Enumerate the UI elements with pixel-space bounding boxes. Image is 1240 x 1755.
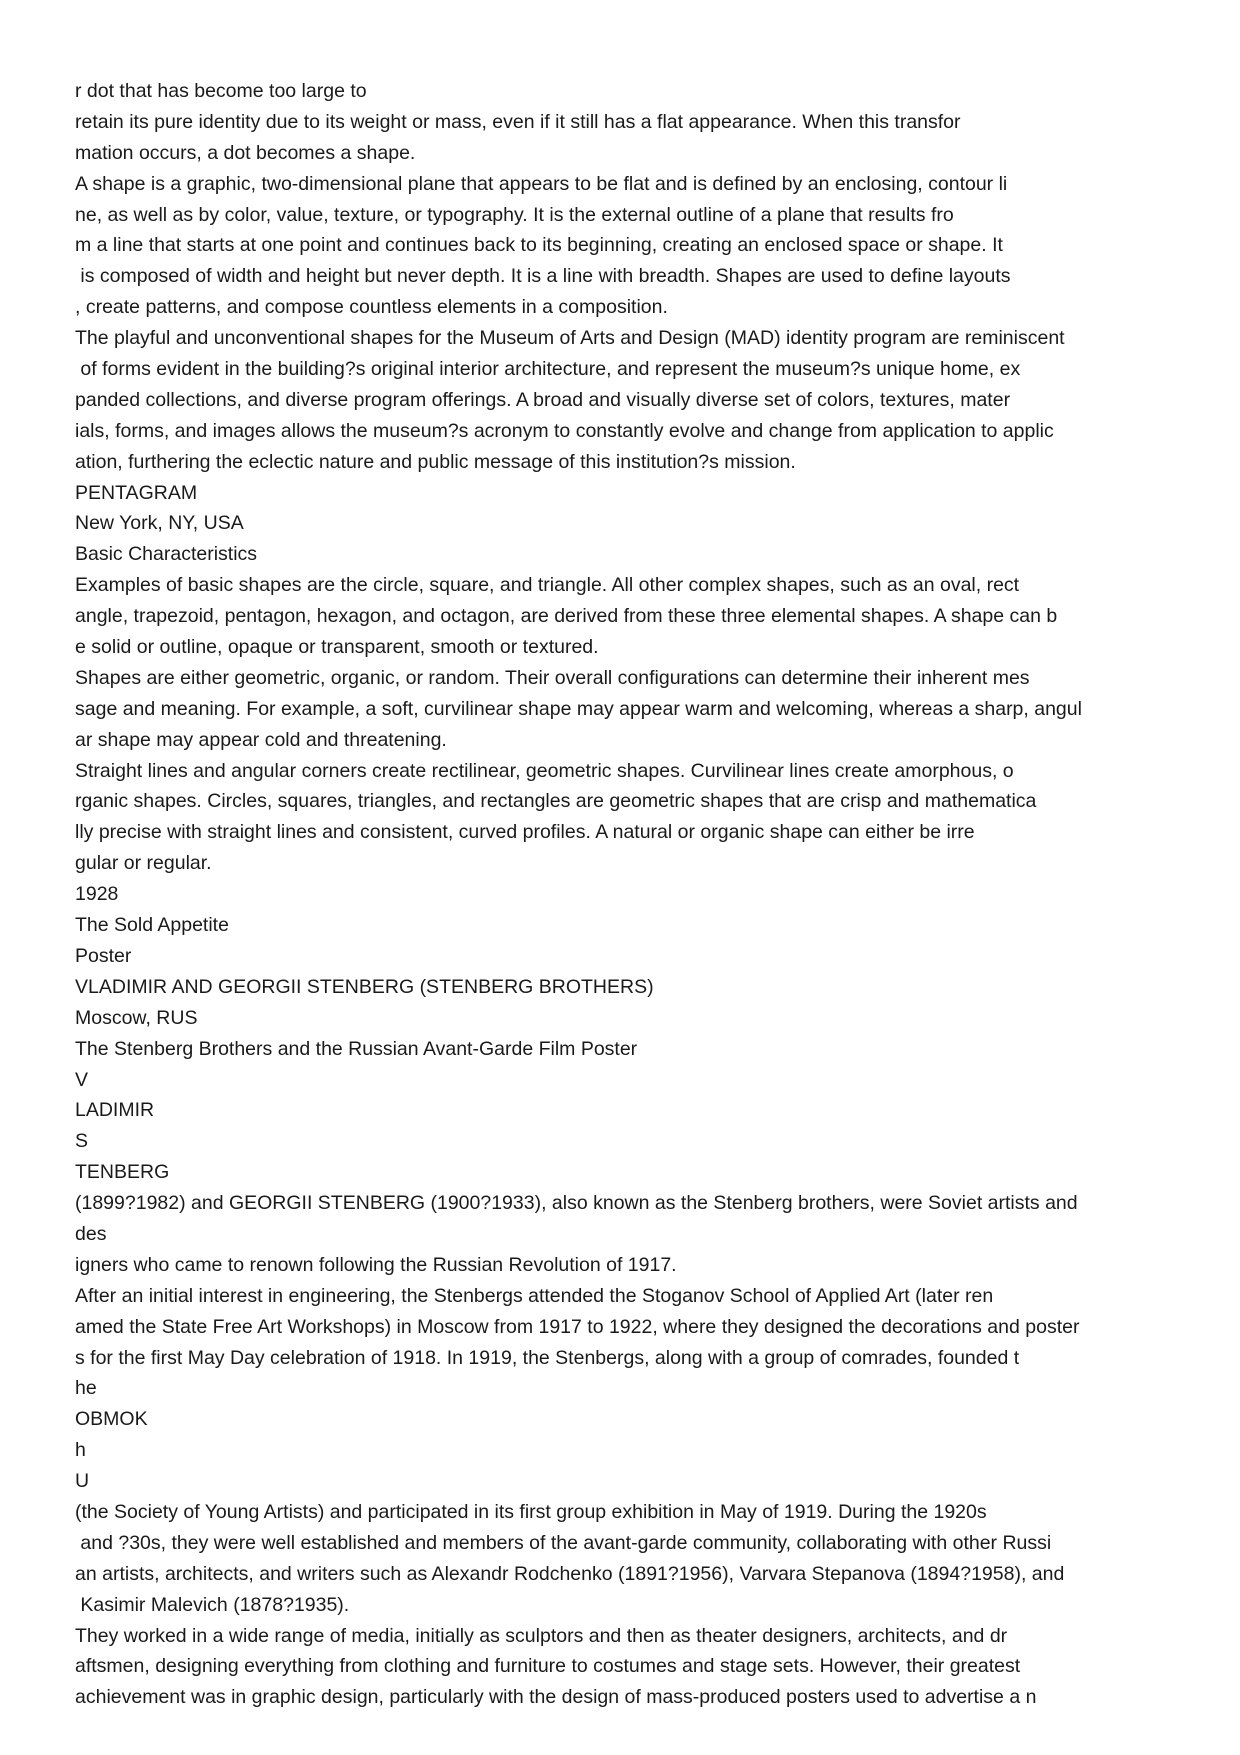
caption-location: New York, NY, USA	[75, 512, 244, 535]
text-line: Examples of basic shapes are the circle, square, and triangle. All other complex shapes, such as an oval, rect	[75, 574, 1020, 597]
text-line: r dot that has become too large to	[75, 80, 367, 102]
text-line: TENBERG	[75, 1161, 170, 1184]
text-line: des	[75, 1222, 107, 1245]
caption-title: The Sold Appetite	[75, 914, 229, 937]
text-line: rganic shapes. Circles, squares, triangles, and rectangles are geometric shapes that are crisp and mathematica	[75, 790, 1037, 813]
text-line: e solid or outline, opaque or transparent, smooth or textured.	[75, 636, 599, 659]
text-line: amed the State Free Art Workshops) in Moscow from 1917 to 1922, where they designed the decorations and poster	[75, 1315, 1080, 1338]
text-line: ation, furthering the eclectic nature and public message of this institution?s mission.	[75, 450, 796, 473]
text-line: achievement was in graphic design, particularly with the design of mass-produced posters used to advertise a n	[75, 1686, 1037, 1709]
text-line: sage and meaning. For example, a soft, curvilinear shape may appear warm and welcoming, whereas a sharp, angul	[75, 697, 1082, 720]
text-line: V	[75, 1068, 89, 1091]
text-line: ar shape may appear cold and threatening.	[75, 728, 447, 751]
text-line: m a line that starts at one point and continues back to its beginning, creating an enclosed space or shape. It	[75, 234, 1003, 257]
text-line: Kasimir Malevich (1878?1935).	[75, 1593, 350, 1616]
text-line: ne, as well as by color, value, texture, or typography. It is the external outline of a plane that results fro	[75, 203, 954, 226]
text-line: ials, forms, and images allows the museum?s acronym to constantly evolve and change from application to applic	[75, 419, 1054, 442]
text-line: aftsmen, designing everything from clothing and furniture to costumes and stage sets. However, their greatest	[75, 1655, 1021, 1678]
text-line: angle, trapezoid, pentagon, hexagon, and octagon, are derived from these three elemental shapes. A shape can b	[75, 605, 1058, 628]
caption-location: Moscow, RUS	[75, 1006, 198, 1029]
text-line: panded collections, and diverse program offerings. A broad and visually diverse set of colors, textures, mater	[75, 388, 1011, 411]
text-line: After an initial interest in engineering, the Stenbergs attended the Stoganov School of Applied Art (later ren	[75, 1284, 994, 1307]
text-line: retain its pure identity due to its weight or mass, even if it still has a flat appearance. When this transfor	[75, 110, 961, 133]
text-line: U	[75, 1470, 90, 1493]
text-line: LADIMIR	[75, 1099, 155, 1122]
caption-medium: Poster	[75, 944, 132, 967]
caption-designer: PENTAGRAM	[75, 481, 198, 504]
text-line: They worked in a wide range of media, initially as sculptors and then as theater designers, architects, and dr	[75, 1624, 1008, 1647]
text-line: of forms evident in the building?s original interior architecture, and represent the museum?s unique home, ex	[75, 358, 1021, 381]
text-line: igners who came to renown following the Russian Revolution of 1917.	[75, 1253, 677, 1276]
text-line: he	[75, 1377, 97, 1400]
text-line: A shape is a graphic, two-dimensional plane that appears to be flat and is defined by an enclosing, contour li	[75, 172, 1008, 195]
text-line: gular or regular.	[75, 852, 212, 875]
text-line: OBMOK	[75, 1408, 148, 1431]
text-line: (1899?1982) and GEORGII STENBERG (1900?1933), also known as the Stenberg brothers, were Soviet artists and	[75, 1192, 1078, 1215]
text-line: mation occurs, a dot becomes a shape.	[75, 141, 416, 164]
text-line: (the Society of Young Artists) and participated in its first group exhibition in May of 1919. During the 1920s	[75, 1500, 987, 1523]
caption-year: 1928	[75, 883, 119, 906]
document-page	[75, 76, 1195, 1713]
text-line: is composed of width and height but never depth. It is a line with breadth. Shapes are used to define layouts	[75, 265, 1011, 288]
text-line: and ?30s, they were well established and members of the avant-garde community, collaborating with other Russi	[75, 1531, 1052, 1554]
text-line: The playful and unconventional shapes for the Museum of Arts and Design (MAD) identity program are reminiscent	[75, 327, 1065, 350]
text-line: Straight lines and angular corners create rectilinear, geometric shapes. Curvilinear lines create amorphous, o	[75, 759, 1014, 782]
section-heading: Basic Characteristics	[75, 543, 258, 566]
text-line: h	[75, 1439, 86, 1462]
text-line: an artists, architects, and writers such as Alexandr Rodchenko (1891?1956), Varvara Stepanova (1894?1958), and	[75, 1562, 1065, 1585]
caption-designer: VLADIMIR AND GEORGII STENBERG (STENBERG BROTHERS)	[75, 975, 654, 998]
text-line: Shapes are either geometric, organic, or random. Their overall configurations can determine their inherent mes	[75, 666, 1030, 689]
text-line: , create patterns, and compose countless elements in a composition.	[75, 296, 668, 319]
section-heading: The Stenberg Brothers and the Russian Avant-Garde Film Poster	[75, 1037, 638, 1060]
text-line: lly precise with straight lines and consistent, curved profiles. A natural or organic shape can either be irre	[75, 821, 975, 844]
text-line: S	[75, 1130, 89, 1153]
text-line: s for the first May Day celebration of 1918. In 1919, the Stenbergs, along with a group of comrades, founded t	[75, 1346, 1020, 1369]
